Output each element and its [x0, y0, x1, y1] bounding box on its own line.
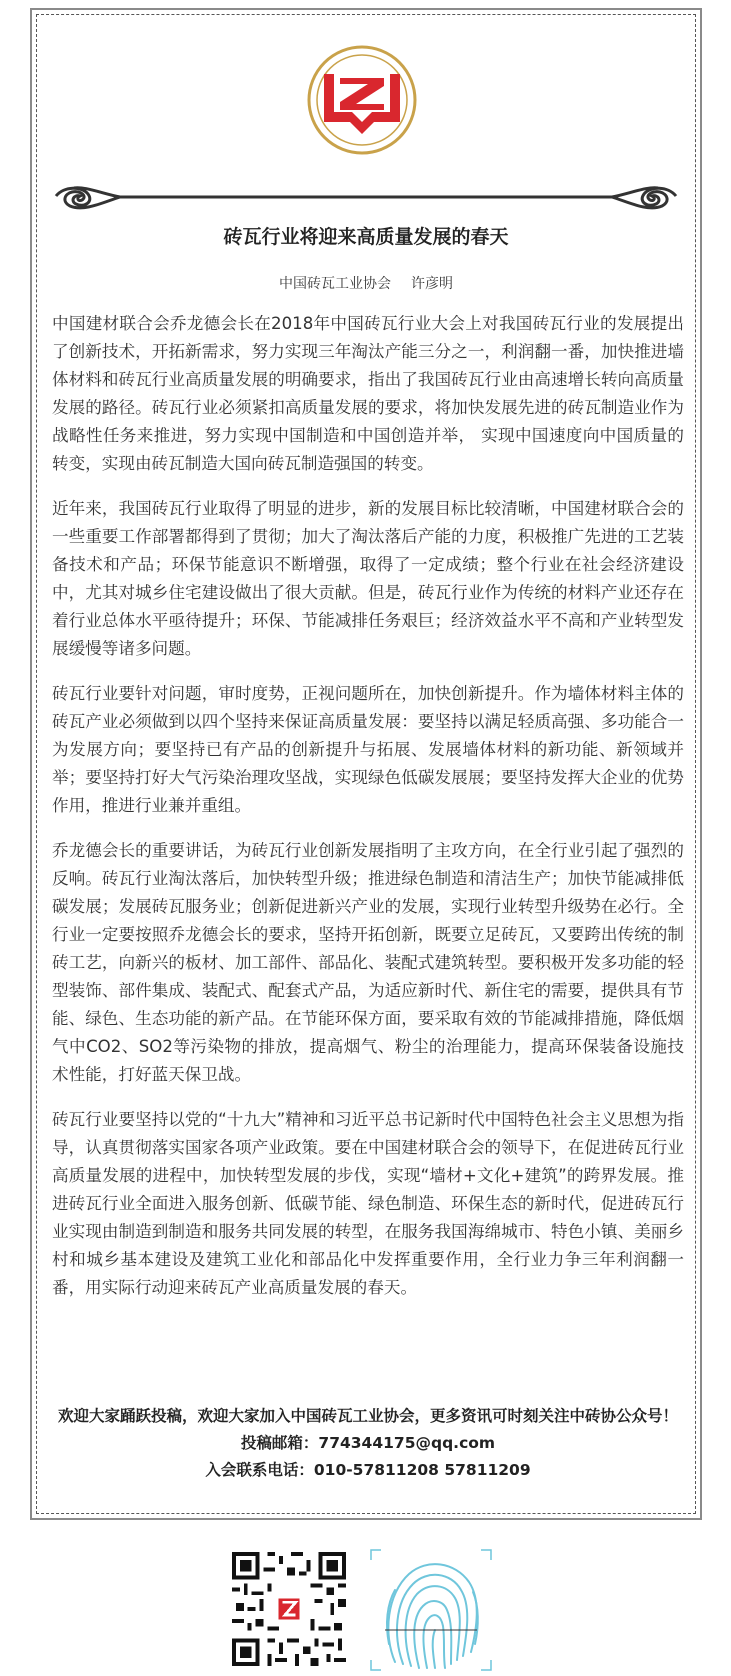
- article-title: 砖瓦行业将迎来高质量发展的春天: [223, 226, 509, 248]
- association-logo-icon: [306, 44, 418, 156]
- qr-code-icon[interactable]: [232, 1552, 346, 1666]
- paragraph: 中国建材联合会乔龙德会长在2018年中国砖瓦行业大会上对我国砖瓦行业的发展提出了创新技术，开拓新需求，努力实现三年淘汰产能三分之一，利润翻一番，加快推进墙体材料和砖瓦行业高质量发展的明确要求，指出了我国砖瓦行业由高速增长转向高质量发展的路径。砖瓦行业必须紧扣高质量发展的要求，将加快发展先进的砖瓦制造业作为战略性任务来推进，努力实现中国制造和中国创造并举， 实现中国速度向中国质量的转变，实现由砖瓦制造大国向砖瓦制造强国的转变。: [52, 314, 684, 473]
- paragraph: 砖瓦行业要针对问题，审时度势，正视问题所在，加快创新提升。作为墙体材料主体的砖瓦产业必须做到以四个坚持来保证高质量发展：要坚持以满足轻质高强、多功能合一为发展方向；要坚持已有产品的创新提升与拓展、发展墙体材料的新功能、新领域并举；要坚持打好大气污染治理攻坚战，实现绿色低碳发展展；要坚持发挥大企业的优势作用，推进行业兼并重组。: [52, 684, 684, 815]
- membership-phone: 入会联系电话：010-57811208 57811209: [205, 1461, 531, 1479]
- paragraph: 砖瓦行业要坚持以党的“十九大”精神和习近平总书记新时代中国特色社会主义思想为指导，认真贯彻落实国家各项产业政策。要在中国建材联合会的领导下，在促进砖瓦行业高质量发展的进程中，加快转型发展的步伐，实现“墙材+文化+建筑”的跨界发展。推进砖瓦行业全面进入服务创新、低碳节能、绿色制造、环保生态的新时代，促进砖瓦行业实现由制造到制造和服务共同发展的转型，在服务我国海绵城市、特色小镇、美丽乡村和城乡基本建设及建筑工业化和部品化中发挥重要作用，全行业力争三年利润翻一番，用实际行动迎来砖瓦产业高质量发展的春天。: [52, 1110, 684, 1297]
- article-body: [52, 310, 684, 1319]
- fingerprint-scan-icon[interactable]: [365, 1544, 497, 1676]
- submission-email: 投稿邮箱：774344175@qq.com: [240, 1434, 496, 1452]
- article-byline: [60, 273, 672, 293]
- paragraph: 近年来，我国砖瓦行业取得了明显的进步，新的发展目标比较清晰，中国建材联合会的一些重要工作部署都得到了贯彻；加大了淘汰落后产能的力度，积极推广先进的工艺装备技术和产品；环保节能意识不断增强，取得了一定成绩；整个行业在社会经济建设中，尤其对城乡住宅建设做出了很大贡献。但是，砖瓦行业作为传统的材料产业还存在着行业总体水平亟待提升；环保、节能减排任务艰巨；经济效益水平不高和产业转型发展缓慢等诸多问题。: [52, 499, 684, 658]
- ornamental-divider: [54, 182, 678, 212]
- paragraph: 乔龙德会长的重要讲话，为砖瓦行业创新发展指明了主攻方向，在全行业引起了强烈的反响。砖瓦行业淘汰落后，加快转型升级；推进绿色制造和清洁生产；加快节能减排低碳发展；发展砖瓦服务业；创新促进新兴产业的发展，实现行业转型升级势在必行。全行业一定要按照乔龙德会长的要求，坚持开拓创新，既要立足砖瓦，又要跨出传统的制砖工艺，向新兴的板材、加工部件、部品化、装配式建筑转型。要积极开发多功能的轻型装饰、部件集成、装配式、配套式产品，为适应新时代、新住宅的需要，提供具有节能、绿色、生态功能的新产品。在节能环保方面，要采取有效的节能减排措施，降低烟气中CO2、SO2等污染物的排放，提高烟气、粉尘的治理能力，提高环保装备设施技术性能，打好蓝天保卫战。: [52, 841, 684, 1084]
- submission-invite: 欢迎大家踊跃投稿，欢迎大家加入中国砖瓦工业协会，更多资讯可时刻关注中砖协公众号！: [57, 1407, 678, 1425]
- organization-name: 中国砖瓦工业协会: [279, 276, 391, 292]
- author-name: 许彦明: [411, 276, 453, 292]
- contact-footer: [52, 1403, 684, 1484]
